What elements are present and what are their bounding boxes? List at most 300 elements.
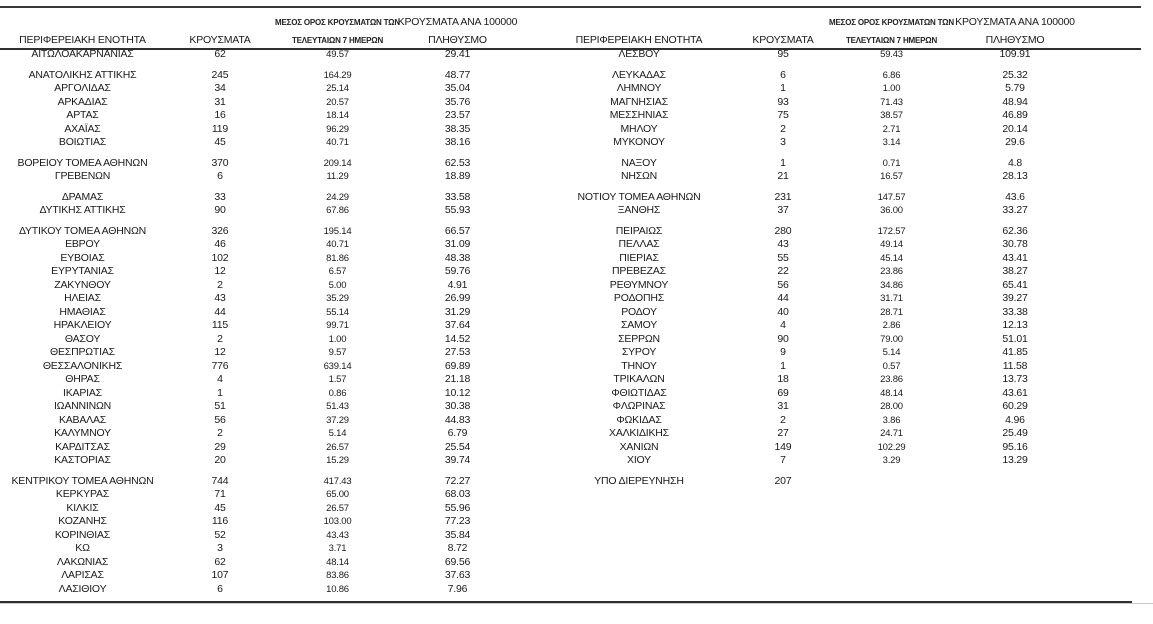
table-row — [0, 82, 1153, 96]
cases-table — [0, 8, 1153, 596]
table-row — [0, 136, 1153, 150]
right-per-100k-cell — [935, 569, 1095, 583]
table-row — [0, 454, 1153, 468]
left-per-100k-cell: 6.79 — [447, 427, 468, 440]
spacer-row — [0, 468, 1153, 475]
left-region-name-cell: ΘΕΣΠΡΩΤΙΑΣ — [50, 346, 115, 359]
left-cases-cell: 62 — [214, 555, 226, 568]
right-avg-7day-cell: 38.57 — [880, 110, 903, 122]
spacer-row — [0, 184, 1153, 191]
right-margin — [1095, 583, 1153, 597]
right-cases-cell: 90 — [777, 332, 789, 345]
right-region-name-cell: ΦΛΩΡΙΝΑΣ — [612, 400, 666, 413]
right-margin — [1095, 292, 1153, 306]
table-row — [0, 583, 1153, 597]
table-row — [0, 69, 1153, 83]
left-cases-cell: 51 — [214, 400, 226, 413]
left-avg-7day-cell: 20.57 — [326, 96, 349, 108]
right-per-100k-cell — [935, 515, 1095, 529]
left-region-name-cell: ΘΗΡΑΣ — [65, 373, 100, 386]
left-region-name-cell: ΑΙΤΩΛΟΑΚΑΡΝΑΝΙΑΣ — [31, 48, 134, 61]
left-region-name-cell: ΚΑΛΥΜΝΟΥ — [54, 427, 111, 440]
right-margin — [1095, 48, 1153, 62]
right-avg-7day-cell: 172.57 — [877, 225, 906, 237]
left-region-name-cell: ΒΟΙΩΤΙΑΣ — [58, 136, 107, 149]
right-per-100k-cell: 41.85 — [1002, 346, 1028, 359]
table-row — [0, 441, 1153, 455]
right-region-name-cell: ΠΡΕΒΕΖΑΣ — [612, 265, 666, 278]
right-avg-7day-cell: 3.14 — [882, 137, 901, 149]
right-cases-cell: 149 — [774, 440, 792, 453]
right-per-100k-column-header — [935, 8, 1095, 48]
right-region-name-cell: ΡΟΔΟΥ — [621, 305, 657, 318]
table-row — [0, 569, 1153, 583]
column-gap — [515, 136, 560, 150]
right-cases-cell: 69 — [777, 386, 789, 399]
right-per-100k-cell — [935, 475, 1095, 489]
right-avg-7day-cell — [848, 556, 935, 570]
left-avg-7day-cell: 24.29 — [326, 191, 349, 203]
column-gap — [515, 360, 560, 374]
right-region-name-cell: ΤΡΙΚΑΛΩΝ — [613, 373, 665, 386]
right-per-100k-cell: 38.27 — [1002, 265, 1028, 278]
column-gap — [515, 279, 560, 293]
left-region-name-cell: ΙΚΑΡΙΑΣ — [63, 386, 102, 399]
right-cases-cell — [718, 569, 848, 583]
right-avg-7day-cell: 48.14 — [880, 387, 903, 399]
column-gap — [515, 529, 560, 543]
right-avg-7day-header-line2: ΤΕΛΕΥΤΑΙΩΝ 7 ΗΜΕΡΩΝ — [845, 36, 938, 45]
spacer-cell — [0, 468, 1153, 475]
left-per-100k-cell: 69.89 — [444, 359, 471, 372]
right-region-name-cell: ΜΥΚΟΝΟΥ — [613, 136, 665, 149]
left-region-name-cell: ΑΡΚΑΔΙΑΣ — [57, 95, 108, 108]
right-margin — [1095, 475, 1153, 489]
left-per-100k-cell: 55.93 — [444, 204, 471, 217]
left-cases-cell: 3 — [217, 542, 223, 555]
left-region-name-cell: ΕΒΡΟΥ — [65, 238, 100, 251]
right-region-name-cell — [560, 515, 718, 529]
left-per-100k-cell: 35.84 — [444, 528, 471, 541]
left-region-name-cell: ΓΡΕΒΕΝΩΝ — [54, 170, 111, 183]
right-margin — [1095, 238, 1153, 252]
right-margin — [1095, 387, 1153, 401]
right-avg-7day-cell: 31.71 — [880, 293, 903, 305]
left-region-name-cell: ΙΩΑΝΝΙΝΩΝ — [53, 400, 112, 413]
table-row — [0, 502, 1153, 516]
right-region-name-cell: ΝΗΣΩΝ — [620, 170, 658, 183]
left-avg-7day-cell: 67.86 — [326, 205, 349, 217]
left-region-name-cell: ΚΙΛΚΙΣ — [66, 501, 99, 514]
table-row — [0, 373, 1153, 387]
right-cases-cell: 7 — [780, 454, 786, 467]
left-avg-7day-cell: 51.43 — [326, 401, 349, 413]
left-region-name-cell: ΗΡΑΚΛΕΙΟΥ — [53, 319, 112, 332]
right-region-name-cell: ΜΑΓΝΗΣΙΑΣ — [610, 95, 668, 108]
right-per-100k-cell: 20.14 — [1002, 122, 1028, 135]
right-per-100k-header-line2: ΠΛΗΘΥΣΜΟ — [985, 34, 1045, 46]
right-per-100k-cell: 30.78 — [1002, 238, 1028, 251]
right-margin — [1095, 204, 1153, 218]
left-cases-cell: 119 — [211, 122, 229, 135]
right-per-100k-cell: 13.29 — [1002, 454, 1028, 467]
left-region-column-header — [0, 8, 165, 48]
column-gap — [515, 583, 560, 597]
left-per-100k-cell: 66.57 — [444, 224, 471, 237]
right-cases-cell: 43 — [777, 238, 789, 251]
right-avg-7day-cell: 49.14 — [880, 239, 903, 251]
left-per-100k-cell: 23.57 — [444, 109, 471, 122]
right-per-100k-cell — [935, 502, 1095, 516]
column-gap — [515, 475, 560, 489]
left-avg-7day-cell: 5.00 — [328, 279, 347, 291]
right-margin — [1095, 319, 1153, 333]
left-avg-7day-cell: 35.29 — [326, 293, 349, 305]
right-region-name-cell: ΛΕΥΚΑΔΑΣ — [612, 68, 666, 81]
left-region-name-cell: ΔΡΑΜΑΣ — [61, 190, 104, 203]
right-region-name-cell: ΧΑΛΚΙΔΙΚΗΣ — [609, 427, 669, 440]
left-region-name-cell: ΒΟΡΕΙΟΥ ΤΟΜΕΑ ΑΘΗΝΩΝ — [17, 156, 148, 169]
left-per-100k-cell: 48.77 — [444, 68, 471, 81]
table-row — [0, 346, 1153, 360]
right-region-name-cell: ΛΗΜΝΟΥ — [616, 82, 662, 95]
table-row — [0, 170, 1153, 184]
right-per-100k-cell: 29.6 — [1005, 136, 1025, 149]
left-per-100k-cell: 29.41 — [444, 48, 471, 61]
column-gap — [515, 204, 560, 218]
table-row — [0, 123, 1153, 137]
right-avg-7day-column-header — [829, 8, 954, 48]
right-cases-cell: 9 — [780, 346, 786, 359]
left-avg-7day-cell: 83.86 — [326, 570, 349, 582]
right-per-100k-cell — [935, 488, 1095, 502]
right-margin — [1095, 252, 1153, 266]
right-per-100k-cell — [935, 556, 1095, 570]
right-avg-7day-header-line1: ΜΕΣΟΣ ΟΡΟΣ ΚΡΟΥΣΜΑΤΩΝ ΤΩΝ — [829, 18, 954, 27]
column-gap — [515, 170, 560, 184]
right-avg-7day-cell: 45.14 — [880, 252, 903, 264]
right-margin — [1095, 123, 1153, 137]
left-cases-cell: 90 — [214, 204, 226, 217]
right-per-100k-cell: 51.01 — [1002, 332, 1028, 345]
right-avg-7day-cell: 147.57 — [877, 191, 906, 203]
right-region-name-cell: ΛΕΣΒΟΥ — [618, 48, 660, 61]
right-region-column-header — [560, 8, 718, 48]
right-margin — [1095, 400, 1153, 414]
left-region-name-cell: ΛΑΣΙΘΙΟΥ — [58, 582, 107, 595]
left-avg-7day-cell: 40.71 — [326, 239, 349, 251]
table-row — [0, 191, 1153, 205]
right-per-100k-cell — [935, 542, 1095, 556]
column-gap — [515, 48, 560, 62]
right-cases-cell: 21 — [777, 170, 789, 183]
left-per-100k-cell: 44.83 — [444, 413, 471, 426]
column-gap — [515, 542, 560, 556]
right-avg-7day-cell: 59.43 — [880, 49, 903, 61]
right-avg-7day-cell: 1.00 — [882, 83, 901, 95]
left-cases-cell: 43 — [214, 292, 226, 305]
left-per-100k-cell: 72.27 — [444, 474, 471, 487]
left-avg-7day-cell: 195.14 — [323, 225, 352, 237]
right-cases-cell: 95 — [777, 48, 789, 61]
right-margin — [1095, 569, 1153, 583]
left-cases-cell: 116 — [211, 515, 229, 528]
right-margin — [1095, 542, 1153, 556]
right-cases-cell: 1 — [780, 82, 786, 95]
right-region-name-cell: ΠΙΕΡΙΑΣ — [619, 251, 659, 264]
right-cases-cell: 18 — [777, 373, 789, 386]
column-gap — [515, 191, 560, 205]
right-margin — [1095, 488, 1153, 502]
table-row — [0, 542, 1153, 556]
right-region-name-cell: ΝΟΤΙΟΥ ΤΟΜΕΑ ΑΘΗΝΩΝ — [577, 190, 701, 203]
left-avg-7day-cell: 164.29 — [323, 69, 352, 81]
right-per-100k-cell: 39.27 — [1002, 292, 1028, 305]
left-region-name-cell: ΚΑΒΑΛΑΣ — [58, 413, 107, 426]
left-region-name-cell: ΚΕΝΤΡΙΚΟΥ ΤΟΜΕΑ ΑΘΗΝΩΝ — [11, 474, 154, 487]
right-margin — [1095, 8, 1153, 48]
right-margin — [1095, 265, 1153, 279]
right-avg-7day-cell: 16.57 — [880, 171, 903, 183]
right-per-100k-cell: 33.38 — [1002, 305, 1028, 318]
left-region-name-cell: ΔΥΤΙΚΗΣ ΑΤΤΙΚΗΣ — [39, 204, 126, 217]
column-gap — [515, 82, 560, 96]
table-row — [0, 306, 1153, 320]
bottom-divider-shadow — [0, 603, 1153, 604]
left-cases-header-label: ΚΡΟΥΣΜΑΤΑ — [189, 34, 251, 46]
left-avg-7day-cell: 18.14 — [326, 110, 349, 122]
left-cases-cell: 107 — [211, 569, 229, 582]
right-cases-cell — [718, 529, 848, 543]
column-gap — [515, 333, 560, 347]
left-avg-7day-cell: 55.14 — [326, 306, 349, 318]
right-avg-7day-cell: 5.14 — [882, 347, 901, 359]
header-row — [0, 8, 1153, 48]
right-region-name-cell — [560, 556, 718, 570]
left-avg-7day-cell: 9.57 — [328, 347, 347, 359]
right-region-name-cell: ΣΑΜΟΥ — [620, 319, 658, 332]
right-per-100k-cell: 95.16 — [1002, 440, 1028, 453]
right-cases-cell — [718, 556, 848, 570]
left-cases-cell: 6 — [217, 170, 223, 183]
table-row — [0, 279, 1153, 293]
right-margin — [1095, 346, 1153, 360]
left-avg-7day-cell: 417.43 — [323, 475, 352, 487]
left-per-100k-cell: 14.52 — [444, 332, 471, 345]
right-avg-7day-cell: 0.71 — [882, 157, 901, 169]
left-per-100k-cell: 7.96 — [447, 582, 468, 595]
right-cases-header-label: ΚΡΟΥΣΜΑΤΑ — [752, 34, 814, 46]
left-cases-cell: 370 — [211, 156, 229, 169]
right-avg-7day-cell: 3.29 — [882, 455, 901, 467]
left-per-100k-cell: 30.38 — [444, 400, 471, 413]
right-per-100k-cell: 11.58 — [1002, 359, 1028, 372]
spacer-row — [0, 218, 1153, 225]
right-per-100k-cell: 4.8 — [1008, 156, 1022, 169]
left-cases-cell: 29 — [214, 440, 226, 453]
right-region-name-cell: ΧΙΟΥ — [627, 454, 651, 467]
left-avg-7day-cell: 37.29 — [326, 414, 349, 426]
right-margin — [1095, 157, 1153, 171]
left-cases-cell: 45 — [214, 501, 226, 514]
column-gap — [515, 292, 560, 306]
right-avg-7day-cell: 23.86 — [880, 374, 903, 386]
left-cases-cell: 326 — [211, 224, 229, 237]
right-per-100k-cell: 43.41 — [1002, 251, 1028, 264]
left-avg-7day-cell: 6.57 — [328, 266, 347, 278]
table-row — [0, 292, 1153, 306]
right-margin — [1095, 502, 1153, 516]
column-gap — [515, 488, 560, 502]
right-avg-7day-cell — [848, 475, 935, 489]
left-avg-7day-cell: 26.57 — [326, 441, 349, 453]
column-gap — [515, 441, 560, 455]
left-cases-cell: 1 — [217, 386, 223, 399]
right-per-100k-header-line1: ΚΡΟΥΣΜΑΤΑ ΑΝΑ 100000 — [955, 16, 1075, 28]
left-per-100k-cell: 62.53 — [444, 156, 471, 169]
column-gap — [515, 502, 560, 516]
left-region-header-label: ΠΕΡΙΦΕΡΕΙΑΚΗ ΕΝΟΤΗΤΑ — [19, 34, 146, 46]
spacer-row — [0, 62, 1153, 69]
right-cases-cell: 1 — [780, 156, 786, 169]
left-per-100k-cell: 31.09 — [444, 238, 471, 251]
right-region-name-cell — [560, 569, 718, 583]
right-avg-7day-cell: 34.86 — [880, 279, 903, 291]
right-per-100k-cell: 46.89 — [1002, 109, 1028, 122]
left-region-name-cell: ΖΑΚΥΝΘΟΥ — [54, 278, 111, 291]
left-region-name-cell: ΗΜΑΘΙΑΣ — [59, 305, 106, 318]
left-cases-cell: 46 — [214, 238, 226, 251]
left-per-100k-cell: 35.76 — [444, 95, 471, 108]
left-cases-cell: 115 — [211, 319, 229, 332]
table-row — [0, 360, 1153, 374]
table-row — [0, 333, 1153, 347]
left-per-100k-cell: 48.38 — [444, 251, 471, 264]
left-per-100k-cell: 68.03 — [444, 488, 471, 501]
right-margin — [1095, 191, 1153, 205]
left-per-100k-cell: 21.18 — [444, 373, 471, 386]
right-cases-cell: 231 — [774, 190, 792, 203]
right-region-name-cell: ΥΠΟ ΔΙΕΡΕΥΝΗΣΗ — [594, 474, 684, 487]
right-margin — [1095, 225, 1153, 239]
table-row — [0, 475, 1153, 489]
right-cases-cell: 3 — [780, 136, 786, 149]
right-avg-7day-cell — [848, 488, 935, 502]
right-per-100k-cell: 28.13 — [1002, 170, 1028, 183]
right-region-name-cell: ΜΗΛΟΥ — [620, 122, 658, 135]
right-region-name-cell — [560, 583, 718, 597]
right-cases-cell: 56 — [777, 278, 789, 291]
left-per-100k-cell: 59.76 — [444, 265, 471, 278]
right-region-name-cell — [560, 488, 718, 502]
right-region-name-cell: ΠΕΛΛΑΣ — [618, 238, 660, 251]
left-region-name-cell: ΚΟΡΙΝΘΙΑΣ — [54, 528, 111, 541]
right-avg-7day-cell — [848, 542, 935, 556]
left-per-100k-cell: 10.12 — [444, 386, 471, 399]
right-avg-7day-cell: 6.86 — [882, 69, 901, 81]
column-gap — [515, 265, 560, 279]
column-gap — [515, 400, 560, 414]
right-per-100k-cell: 12.13 — [1002, 319, 1028, 332]
right-region-name-cell: ΤΗΝΟΥ — [621, 359, 657, 372]
left-per-100k-column-header — [397, 8, 518, 48]
column-gap — [515, 515, 560, 529]
left-per-100k-cell: 31.29 — [444, 305, 471, 318]
left-avg-7day-header-line2: ΤΕΛΕΥΤΑΙΩΝ 7 ΗΜΕΡΩΝ — [291, 36, 384, 45]
left-avg-7day-cell: 15.29 — [326, 455, 349, 467]
left-per-100k-cell: 37.64 — [444, 319, 471, 332]
left-cases-cell: 4 — [217, 373, 223, 386]
left-cases-cell: 2 — [217, 278, 223, 291]
left-per-100k-header-line2: ΠΛΗΘΥΣΜΟ — [428, 34, 487, 46]
right-margin — [1095, 373, 1153, 387]
right-per-100k-cell: 13.73 — [1002, 373, 1028, 386]
table-row — [0, 109, 1153, 123]
left-cases-cell: 56 — [214, 413, 226, 426]
left-cases-cell: 12 — [214, 346, 226, 359]
table-row — [0, 400, 1153, 414]
right-margin — [1095, 441, 1153, 455]
right-avg-7day-cell: 24.71 — [880, 428, 903, 440]
right-avg-7day-cell — [848, 502, 935, 516]
spacer-cell — [0, 218, 1153, 225]
right-region-name-cell — [560, 529, 718, 543]
right-avg-7day-cell — [848, 515, 935, 529]
right-cases-cell: 207 — [774, 474, 792, 487]
right-per-100k-cell — [935, 583, 1095, 597]
right-cases-cell: 2 — [780, 413, 786, 426]
table-row — [0, 427, 1153, 441]
column-gap — [515, 252, 560, 266]
table-row — [0, 238, 1153, 252]
left-region-name-cell: ΘΕΣΣΑΛΟΝΙΚΗΣ — [42, 359, 123, 372]
left-per-100k-header-line1: ΚΡΟΥΣΜΑΤΑ ΑΝΑ 100000 — [397, 16, 518, 28]
right-margin — [1095, 279, 1153, 293]
right-region-name-cell: ΜΕΣΣΗΝΙΑΣ — [609, 109, 669, 122]
right-per-100k-cell: 25.49 — [1002, 427, 1028, 440]
left-cases-cell: 31 — [214, 95, 226, 108]
right-per-100k-cell: 109.91 — [999, 48, 1031, 61]
left-cases-cell: 744 — [211, 474, 229, 487]
right-cases-cell: 40 — [777, 305, 789, 318]
right-per-100k-cell: 4.96 — [1005, 413, 1025, 426]
left-avg-7day-cell: 5.14 — [328, 428, 347, 440]
right-avg-7day-cell: 102.29 — [877, 441, 906, 453]
left-avg-7day-cell: 43.43 — [326, 529, 349, 541]
right-region-name-cell: ΡΟΔΟΠΗΣ — [613, 292, 665, 305]
right-cases-cell: 4 — [780, 319, 786, 332]
right-avg-7day-cell: 28.71 — [880, 306, 903, 318]
right-cases-cell — [718, 502, 848, 516]
right-cases-cell: 22 — [777, 265, 789, 278]
left-per-100k-cell: 38.35 — [444, 122, 471, 135]
column-gap — [515, 319, 560, 333]
left-region-name-cell: ΔΥΤΙΚΟΥ ΤΟΜΕΑ ΑΘΗΝΩΝ — [18, 224, 147, 237]
left-avg-7day-cell: 639.14 — [323, 360, 352, 372]
right-region-name-cell: ΠΕΙΡΑΙΩΣ — [615, 224, 663, 237]
left-avg-7day-cell: 0.86 — [328, 387, 347, 399]
left-avg-7day-cell: 1.57 — [328, 374, 347, 386]
left-cases-cell: 102 — [211, 251, 229, 264]
right-region-name-cell — [560, 502, 718, 516]
left-per-100k-cell: 18.89 — [444, 170, 471, 183]
right-avg-7day-cell: 3.86 — [882, 414, 901, 426]
table-row — [0, 252, 1153, 266]
right-region-name-cell: ΣΥΡΟΥ — [621, 346, 657, 359]
right-region-name-cell: ΦΩΚΙΔΑΣ — [616, 413, 662, 426]
column-gap — [515, 8, 560, 48]
left-cases-cell: 6 — [217, 582, 223, 595]
